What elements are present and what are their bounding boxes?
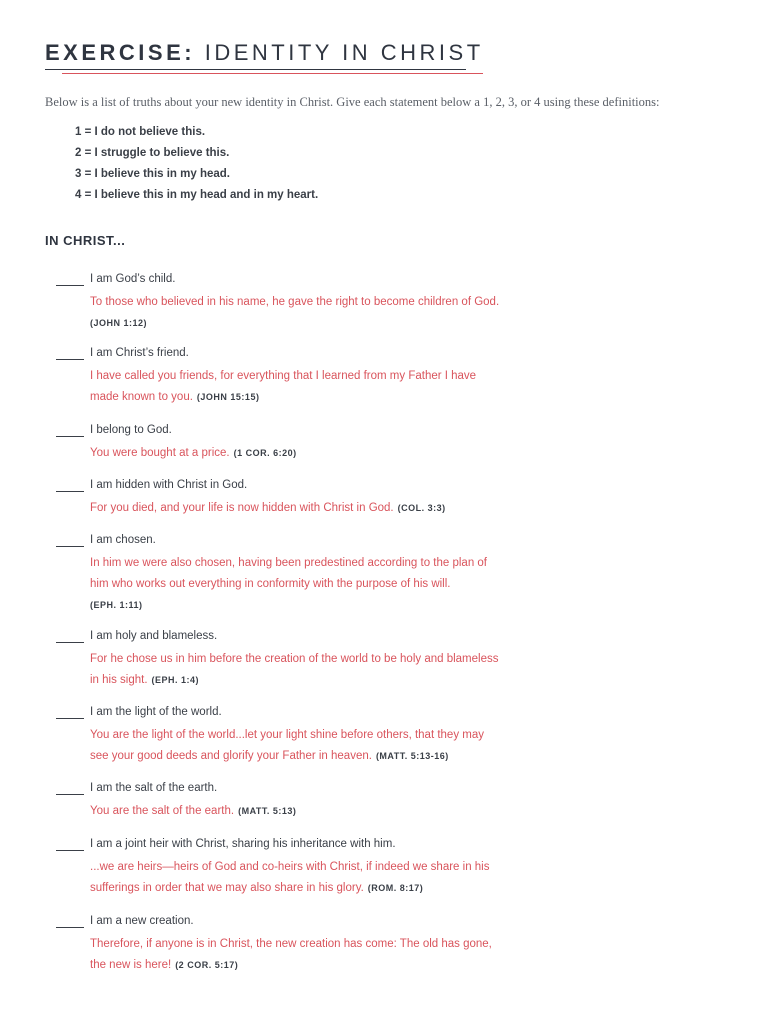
statement: I am holy and blameless. [90, 630, 218, 642]
scripture-verse [90, 857, 560, 899]
statement: I am the salt of the earth. [90, 782, 218, 794]
verse-line: him who works out everything in conformity with the purpose of his will. [90, 578, 451, 590]
scripture-reference: (ROM. 8:17) [367, 883, 424, 893]
scripture-verse [90, 366, 560, 408]
scripture-verse [90, 649, 560, 691]
rating-blank[interactable] [56, 359, 84, 360]
scripture-reference: (JOHN 1:12) [90, 318, 148, 328]
statement-text-block [90, 704, 560, 767]
page-title [45, 40, 484, 66]
definition-4: 4 = I believe this in my head and in my heart. [75, 189, 319, 201]
verse-line: in his sight. [90, 674, 148, 686]
verse-line: the new is here! [90, 959, 172, 971]
title-underline-dark [45, 69, 466, 70]
verse-line: I have called you friends, for everything that I learned from my Father I have [90, 370, 477, 382]
scripture-reference: (MATT. 5:13-16) [375, 751, 449, 761]
definition-2: 2 = I struggle to believe this. [75, 147, 230, 159]
rating-blank[interactable] [56, 546, 84, 547]
statement: I am chosen. [90, 534, 156, 546]
scripture-reference: (EPH. 1:4) [151, 675, 200, 685]
statement-text-block [90, 913, 560, 976]
scripture-reference: (COL. 3:3) [397, 503, 446, 513]
scripture-verse [90, 498, 560, 519]
scripture-reference: (JOHN 15:15) [196, 392, 260, 402]
title-exercise: EXERCISE: [45, 40, 196, 65]
rating-blank[interactable] [56, 491, 84, 492]
scripture-verse [90, 292, 560, 334]
statement-text-block [90, 836, 560, 899]
rating-blank[interactable] [56, 285, 84, 286]
statement-text-block [90, 780, 560, 822]
verse-line: In him we were also chosen, having been predestined according to the plan of [90, 557, 488, 569]
verse-line: For he chose us in him before the creation of the world to be holy and blameless [90, 653, 499, 665]
scripture-verse [90, 801, 560, 822]
verse-line: For you died, and your life is now hidden with Christ in God. [90, 502, 394, 514]
verse-line: made known to you. [90, 391, 193, 403]
definition-3: 3 = I believe this in my head. [75, 168, 230, 180]
rating-blank[interactable] [56, 718, 84, 719]
statement-text-block [90, 628, 560, 691]
statement: I am God’s child. [90, 273, 176, 285]
scripture-reference: (1 COR. 6:20) [233, 448, 297, 458]
statement: I am hidden with Christ in God. [90, 479, 248, 491]
scripture-reference: (EPH. 1:11) [90, 600, 143, 610]
scripture-verse [90, 553, 560, 616]
rating-blank[interactable] [56, 850, 84, 851]
definitions-list [75, 124, 318, 208]
scripture-verse [90, 443, 560, 464]
rating-blank[interactable] [56, 436, 84, 437]
title-underline-red [62, 73, 483, 74]
scripture-verse [90, 725, 560, 767]
title-topic: IDENTITY IN CHRIST [195, 40, 484, 65]
statement-text-block [90, 345, 560, 408]
statement: I am a joint heir with Christ, sharing his inheritance with him. [90, 838, 396, 850]
statement-text-block [90, 271, 560, 334]
statement: I belong to God. [90, 424, 172, 436]
intro-text: Below is a list of truths about your new identity in Christ. Give each statement below a 1, 2, 3, or 4 using these definitions: [45, 95, 660, 109]
verse-line: Therefore, if anyone is in Christ, the new creation has come: The old has gone, [90, 938, 492, 950]
verse-line: To those who believed in his name, he gave the right to become children of God. [90, 296, 500, 308]
rating-blank[interactable] [56, 642, 84, 643]
verse-line: You are the salt of the earth. [90, 805, 235, 817]
scripture-reference: (2 COR. 5:17) [175, 960, 239, 970]
scripture-reference: (MATT. 5:13) [238, 806, 297, 816]
verse-line: You are the light of the world...let your light shine before others, that they may [90, 729, 484, 741]
rating-blank[interactable] [56, 927, 84, 928]
statement-text-block [90, 477, 560, 519]
definition-1: 1 = I do not believe this. [75, 126, 206, 138]
verse-line: sufferings in order that we may also share in his glory. [90, 882, 364, 894]
statement: I am a new creation. [90, 915, 194, 927]
rating-blank[interactable] [56, 794, 84, 795]
statement-text-block [90, 532, 560, 616]
section-title: IN CHRIST... [45, 233, 126, 248]
verse-line: see your good deeds and glorify your Father in heaven. [90, 750, 372, 762]
statement-text-block [90, 422, 560, 464]
verse-line: ...we are heirs—heirs of God and co-heirs with Christ, if indeed we share in his [90, 861, 490, 873]
statement: I am Christ’s friend. [90, 347, 189, 359]
statement: I am the light of the world. [90, 706, 222, 718]
verse-line: You were bought at a price. [90, 447, 230, 459]
scripture-verse [90, 934, 560, 976]
